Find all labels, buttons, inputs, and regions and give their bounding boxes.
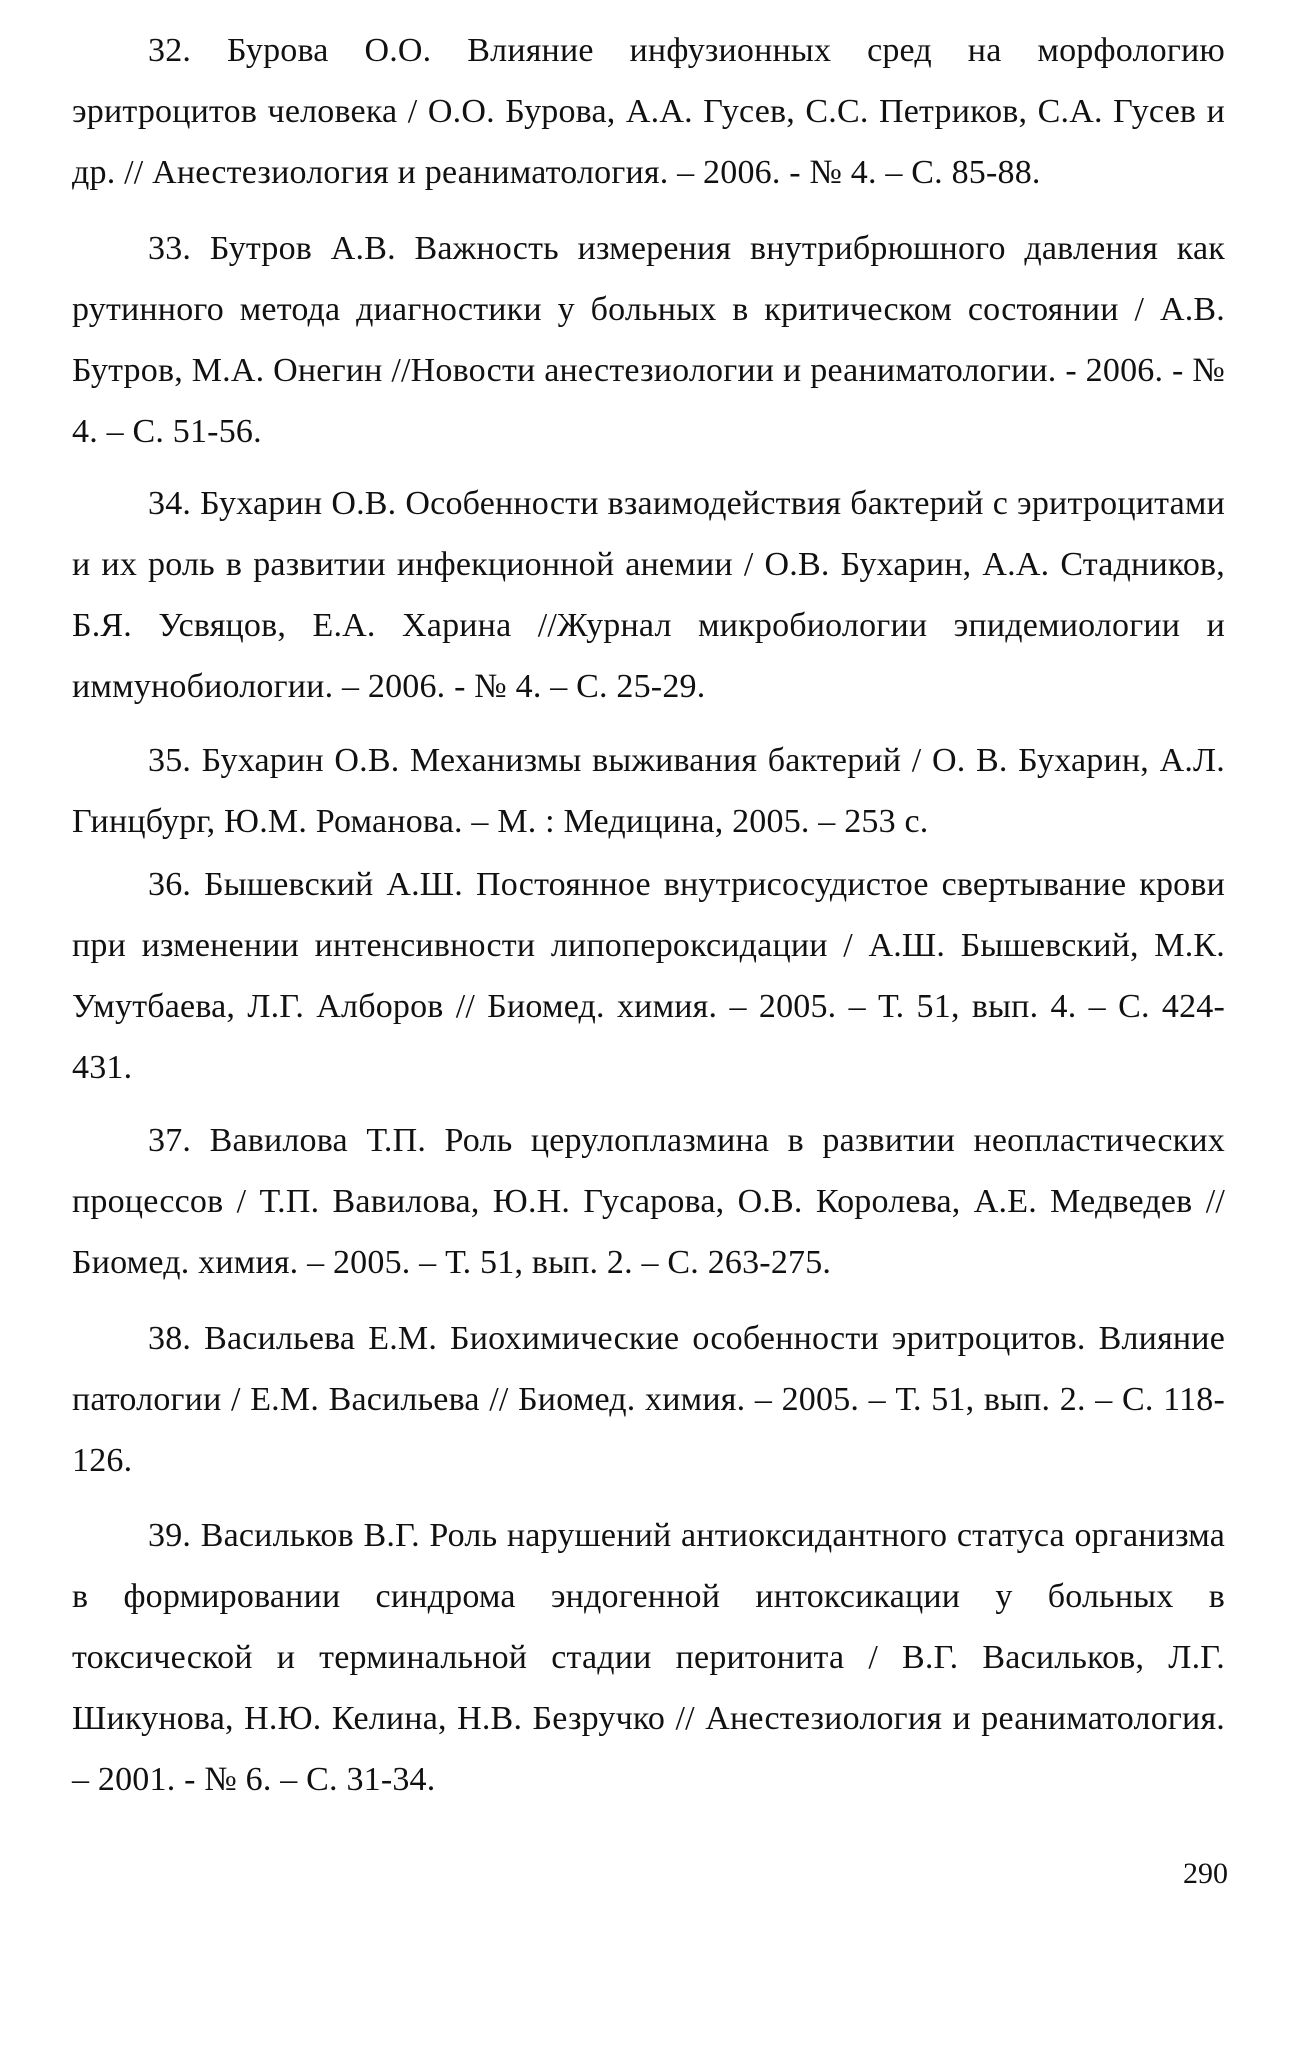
reference-37: 37. Вавилова Т.П. Роль церулоплазмина в развитии неопластических процессов / Т.П. Вавилова, Ю.Н. Гусарова, О.В. Королева, А.Е. Медведев // Биомед. химия. – 2005. – Т. 51, вып. 2. – С. 263-275. <box>72 1122 1225 1281</box>
reference-36: 36. Бышевский А.Ш. Постоянное внутрисосудистое свертывание крови при изменении интенсивности липопероксидации / А.Ш. Бышевский, М.К. Умутбаева, Л.Г. Алборов // Биомед. химия. – 2005. – Т. 51, вып. 4. – С. 424-431. <box>72 866 1225 1086</box>
reference-35: 35. Бухарин О.В. Механизмы выживания бактерий / О. В. Бухарин, А.Л. Гинцбург, Ю.М. Романова. – М. : Медицина, 2005. – 253 с. <box>72 742 1225 840</box>
reference-39: 39. Васильков В.Г. Роль нарушений антиоксидантного статуса организма в формировании синдрома эндогенной интоксикации у больных в токсической и терминальной стадии перитонита / В.Г. Васильков, Л.Г. Шикунова, Н.Ю. Келина, Н.В. Безручко // Анестезиология и реаниматология. – 2001. - № 6. – С. 31-34. <box>72 1517 1225 1798</box>
reference-33: 33. Бутров А.В. Важность измерения внутрибрюшного давления как рутинного метода диагностики у больных в критическом состоянии / А.В. Бутров, М.А. Онегин //Новости анестезиологии и реаниматологии. - 2006. - № 4. – С. 51-56. <box>72 230 1225 450</box>
reference-32: 32. Бурова О.О. Влияние инфузионных сред на морфологию эритроцитов человека / О.О. Бурова, А.А. Гусев, С.С. Петриков, С.А. Гусев и др. // Анестезиология и реаниматология. – 2006. - № 4. – С. 85-88. <box>72 32 1225 191</box>
reference-34: 34. Бухарин О.В. Особенности взаимодействия бактерий с эритроцитами и их роль в развитии инфекционной анемии / О.В. Бухарин, А.А. Стадников, Б.Я. Усвяцов, Е.А. Харина //Журнал микробиологии эпидемиологии и иммунобиологии. – 2006. - № 4. – С. 25-29. <box>72 485 1225 705</box>
reference-38: 38. Васильева Е.М. Биохимические особенности эритроцитов. Влияние патологии / Е.М. Васильева // Биомед. химия. – 2005. – Т. 51, вып. 2. – С. 118-126. <box>72 1320 1225 1479</box>
page-number: 290 <box>1183 1857 1228 1890</box>
